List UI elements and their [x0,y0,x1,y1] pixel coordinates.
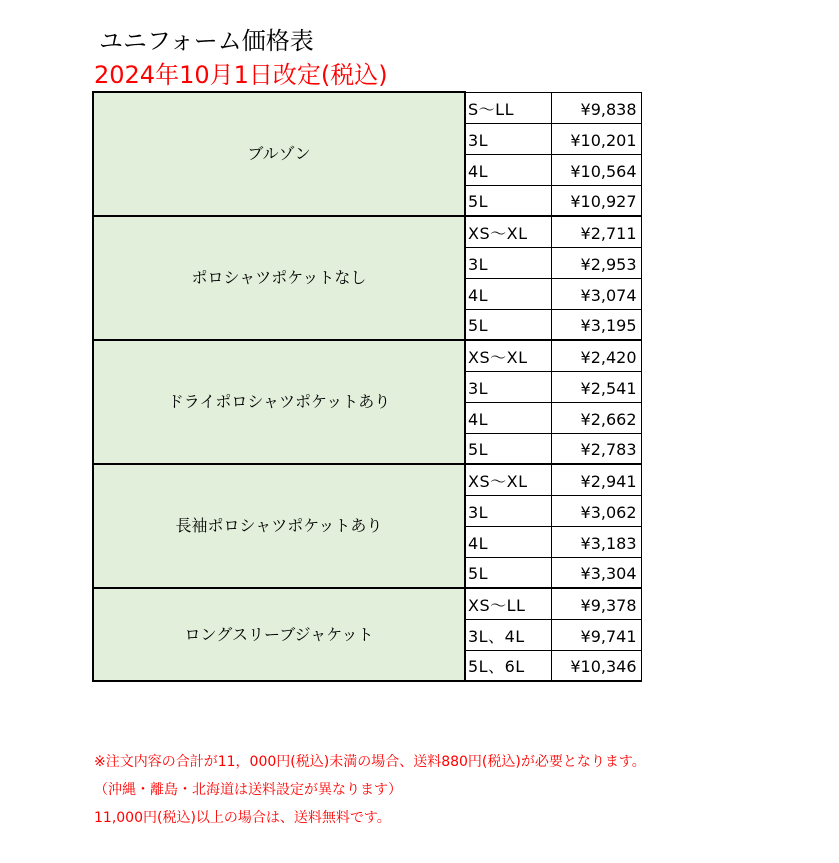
size-cell: 4L [465,526,551,557]
price-cell: ¥2,541 [551,371,641,402]
price-table [92,91,642,682]
price-cell: ¥2,420 [551,340,641,371]
price-cell: ¥2,662 [551,402,641,433]
table-row [93,464,641,495]
size-cell: XS～XL [465,464,551,495]
product-name-cell: ブルゾン [93,92,465,216]
product-name-cell: ロングスリーブジャケット [93,588,465,681]
size-cell: XS～XL [465,340,551,371]
size-cell: 3L [465,495,551,526]
size-cell: 3L [465,123,551,154]
shipping-notes [94,748,834,832]
price-cell: ¥10,564 [551,154,641,185]
price-cell: ¥10,346 [551,650,641,681]
size-cell: 5L [465,309,551,340]
size-cell: 4L [465,154,551,185]
price-cell: ¥2,941 [551,464,641,495]
size-cell: S～LL [465,92,551,123]
price-cell: ¥9,378 [551,588,641,619]
price-cell: ¥10,927 [551,185,641,216]
size-cell: XS～LL [465,588,551,619]
size-cell: 3L [465,247,551,278]
price-cell: ¥2,783 [551,433,641,464]
regional-shipping-note: （沖縄・離島・北海道は送料設定が異なります） [94,782,402,798]
price-cell: ¥3,074 [551,278,641,309]
size-cell: 5L [465,185,551,216]
table-row [93,588,641,619]
price-cell: ¥10,201 [551,123,641,154]
table-row [93,340,641,371]
product-name-cell: 長袖ポロシャツポケットあり [93,464,465,588]
price-cell: ¥3,183 [551,526,641,557]
size-cell: 3L [465,371,551,402]
page-title: ユニフォーム価格表 [99,27,314,55]
shipping-fee-note: ※注文内容の合計が11，000円(税込)未満の場合、送料880円(税込)が必要となります。 [94,754,646,770]
product-name-cell: ドライポロシャツポケットあり [93,340,465,464]
size-cell: 3L、4L [465,619,551,650]
price-cell: ¥3,304 [551,557,641,588]
price-cell: ¥2,711 [551,216,641,247]
price-cell: ¥9,838 [551,92,641,123]
price-cell: ¥9,741 [551,619,641,650]
price-cell: ¥3,062 [551,495,641,526]
revision-date-subtitle: 2024年10月1日改定(税込) [94,61,388,89]
table-row [93,216,641,247]
size-cell: 4L [465,278,551,309]
size-cell: 5L [465,433,551,464]
size-cell: 5L [465,557,551,588]
price-cell: ¥3,195 [551,309,641,340]
product-name-cell: ポロシャツポケットなし [93,216,465,340]
size-cell: 5L、6L [465,650,551,681]
size-cell: 4L [465,402,551,433]
table-row [93,92,641,123]
price-cell: ¥2,953 [551,247,641,278]
size-cell: XS～XL [465,216,551,247]
free-shipping-note: 11,000円(税込)以上の場合は、送料無料です。 [94,810,391,826]
price-table-body [93,92,641,681]
